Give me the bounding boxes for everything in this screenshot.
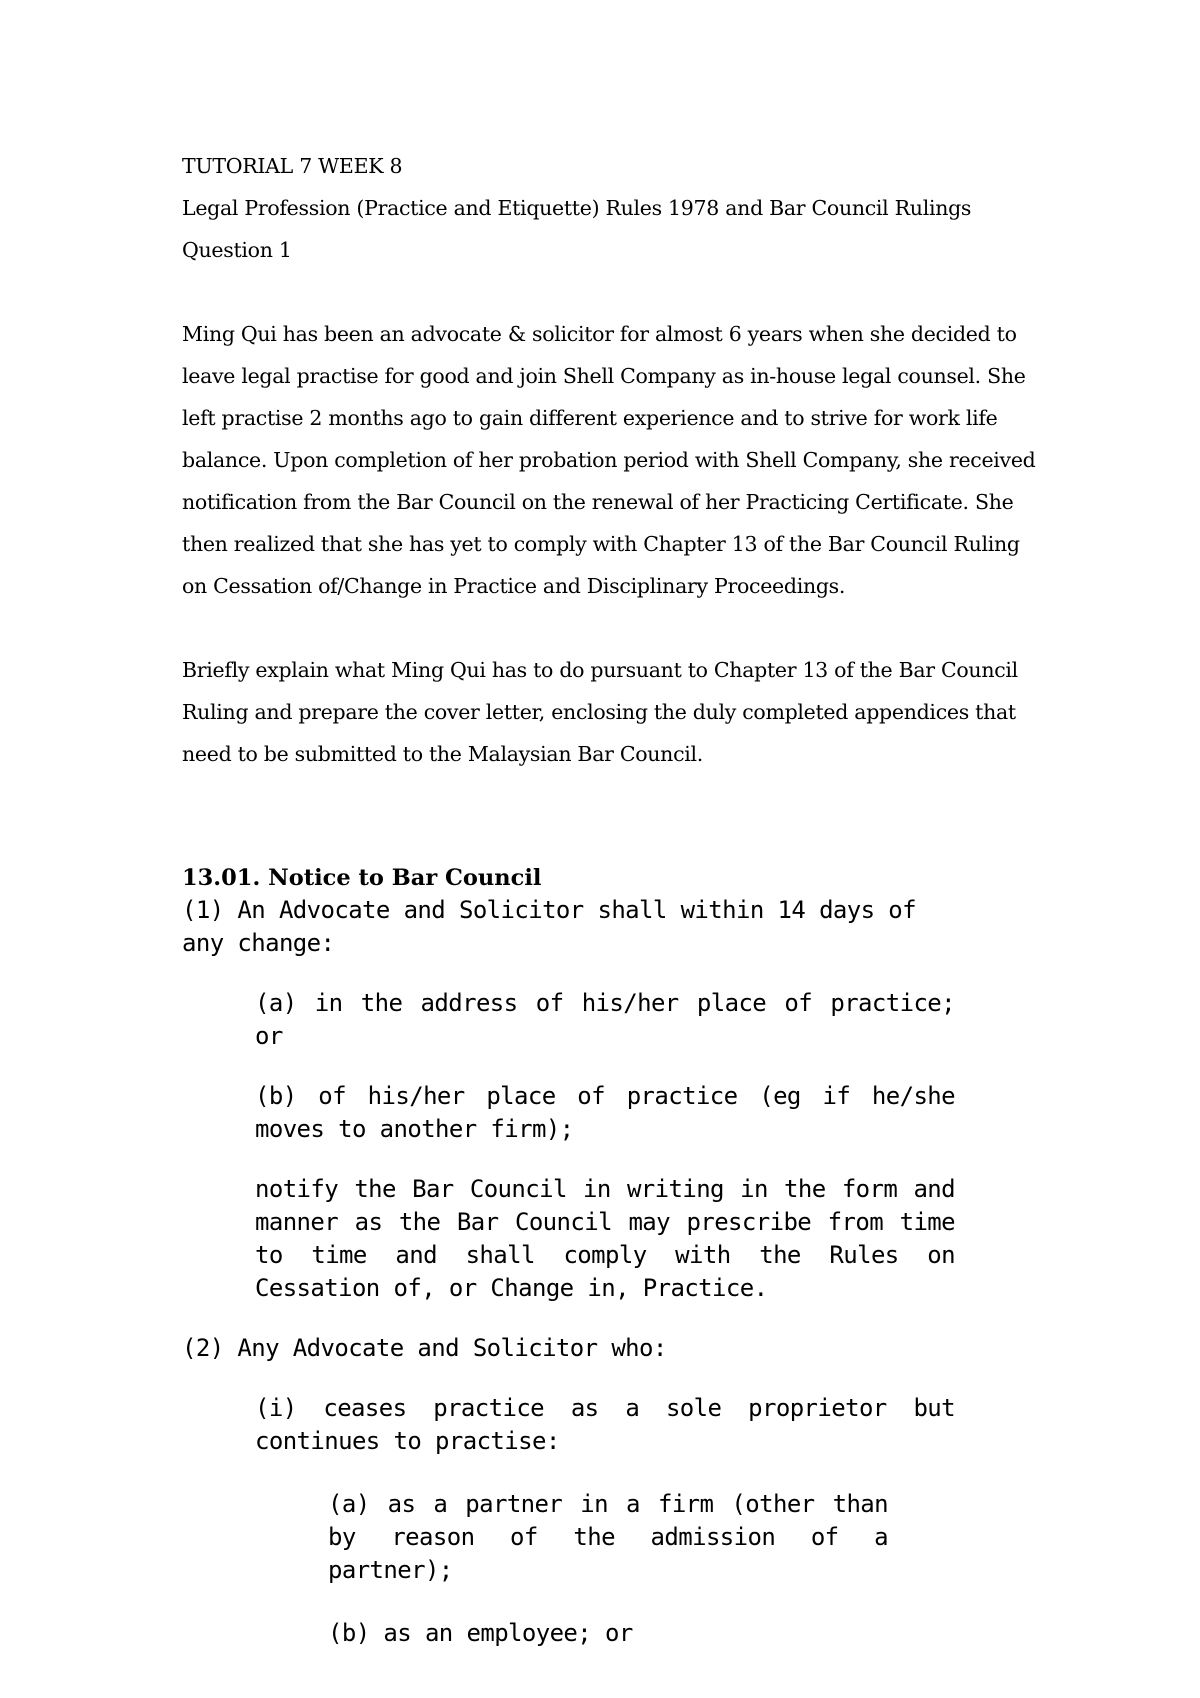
clause-2: (2) Any Advocate and Solicitor who: [182,1334,667,1362]
clause-2-i-a: (a) as a partner in a firm (other than by reason of the admission of a partner); [328,1490,888,1584]
clause-1-notify: notify the Bar Council in writing in the form and manner as the Bar Council may prescribe from time to time and shall comply with the Rules on Cessation of, or Change in, Practice. [255,1175,955,1302]
bar-council-ruling-extract [182,862,960,1650]
document-subtitle: Legal Profession (Practice and Etiquette) Rules 1978 and Bar Council Rulings [182,196,972,220]
paragraph-spacer [182,271,1042,313]
question-label: Question 1 [182,238,292,262]
clause-1-a: (a) in the address of his/her place of practice; or [255,989,955,1050]
clause-2-i: (i) ceases practice as a sole proprietor but continues to practise: [255,1394,955,1455]
clause-1: (1) An Advocate and Solicitor shall within 14 days of any change: [182,896,917,957]
ruling-heading: 13.01. Notice to Bar Council [182,865,542,891]
document-title: TUTORIAL 7 WEEK 8 [182,154,403,178]
tutorial-question-section [182,145,1042,775]
task-paragraph: Briefly explain what Ming Qui has to do pursuant to Chapter 13 of the Bar Council Ruling and prepare the cover letter, enclosing the duly completed appendices that need to be submitted to the Malaysian Bar Council. [182,658,1018,766]
paragraph-spacer [182,607,1042,649]
scenario-paragraph: Ming Qui has been an advocate & solicitor for almost 6 years when she decided to leave legal practise for good and join Shell Company as in-house legal counsel. She left practise 2 months ago to gain different experience and to strive for work life balance. Upon completion of her probation period with Shell Company, she received notification from the Bar Council on the renewal of her Practicing Certificate. She then realized that she has yet to comply with Chapter 13 of the Bar Council Ruling on Cessation of/Change in Practice and Disciplinary Proceedings. [182,322,1036,598]
clause-1-b: (b) of his/her place of practice (eg if he/she moves to another firm); [255,1082,955,1143]
clause-2-i-b: (b) as an employee; or [328,1619,633,1647]
